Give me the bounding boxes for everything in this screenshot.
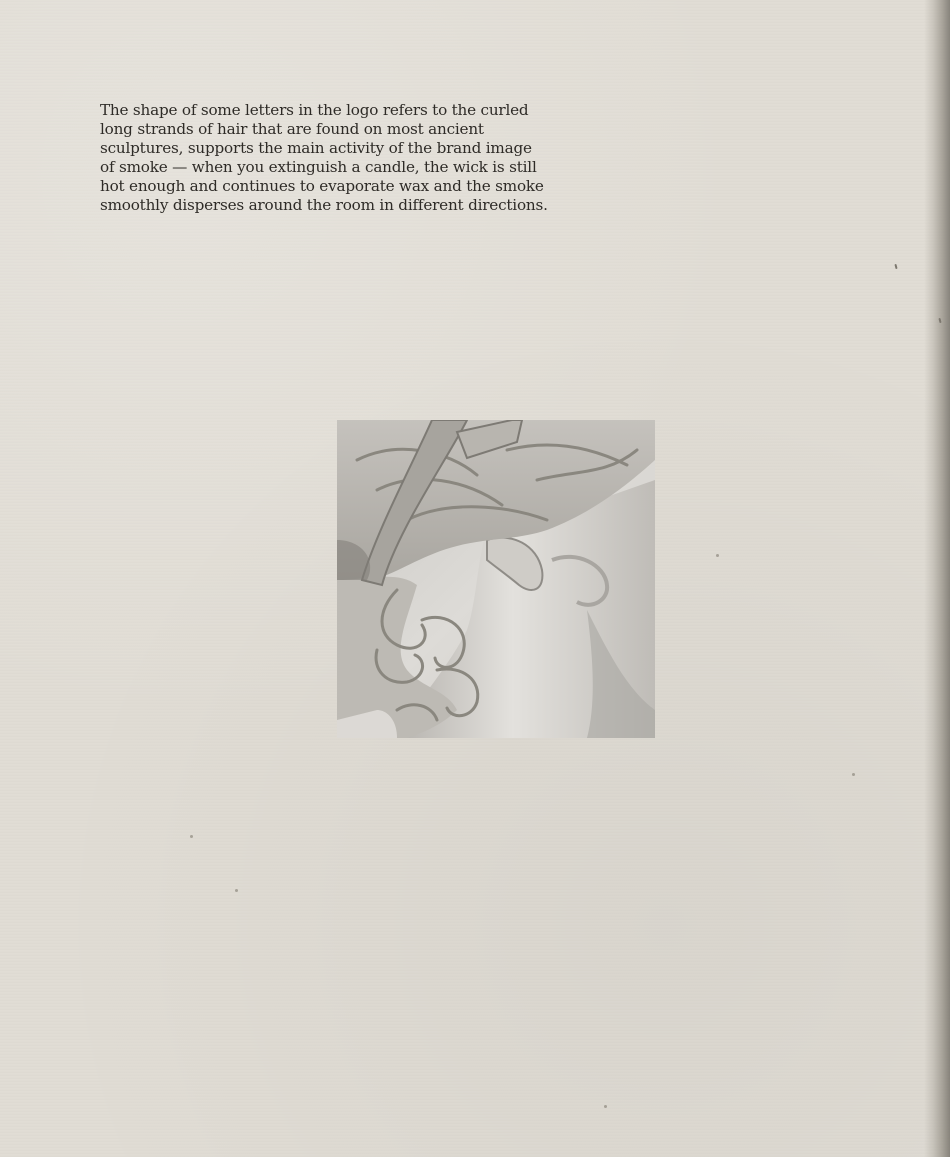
paper-dot <box>235 889 238 892</box>
article-paragraph: The shape of some letters in the logo refers to the curled long strands of hair that are found on most ancient sculptures, supports the main activity of the brand image of smoke — when you extinguish a candle, the wick is still hot enough and continues to evaporate wax and the smoke smoothly disperses around the room in different directions. <box>100 101 548 214</box>
paper-dot <box>716 554 719 557</box>
page-edge-shadow <box>924 0 950 1157</box>
sculpture-head-icon <box>337 420 655 738</box>
paper-dot <box>190 835 193 838</box>
paper-dot <box>604 1105 607 1108</box>
paper-dot <box>852 773 855 776</box>
sculpture-image <box>337 420 655 738</box>
